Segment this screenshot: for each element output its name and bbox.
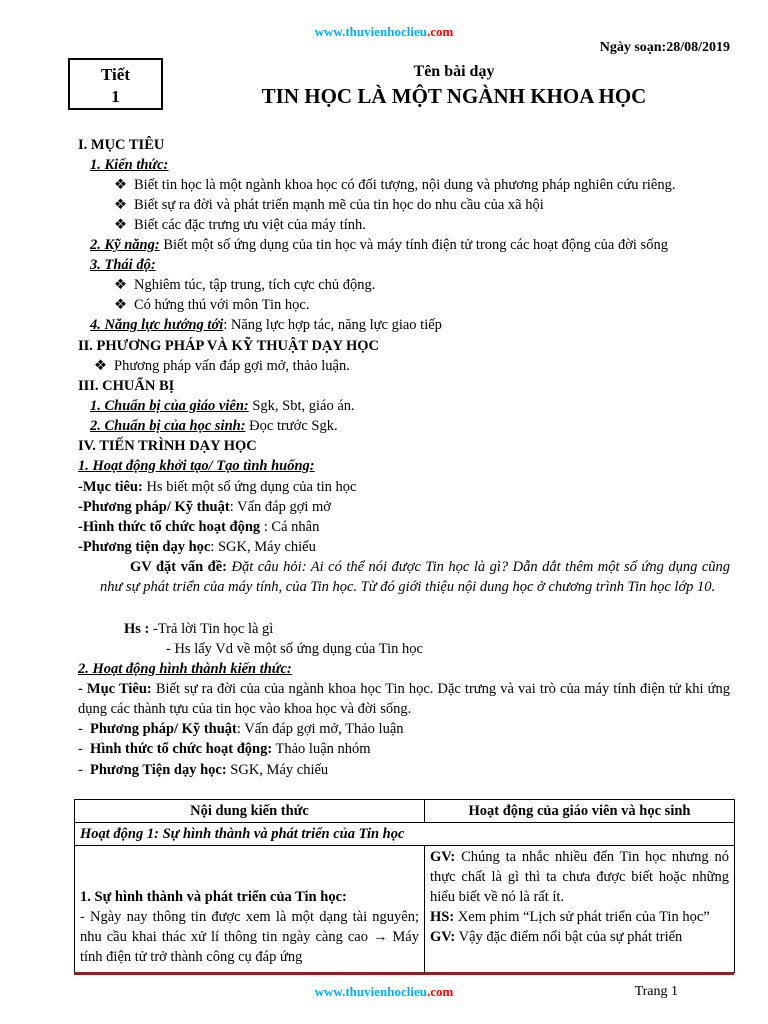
act1-form-line xyxy=(78,517,738,537)
attitude-item xyxy=(78,275,738,295)
footer-url-tld: .com xyxy=(426,984,454,999)
activity-role: GV: xyxy=(430,929,456,945)
knowledge-item-text: Biết sự ra đời và phát triển mạnh mẽ của tin học do nhu cầu của xã hội xyxy=(134,197,544,213)
lesson-period-box xyxy=(68,58,163,110)
hs-answer-line xyxy=(78,619,738,639)
footer-url-main: www.thuvienhoclieu xyxy=(314,984,427,999)
section-4-heading: IV. TIẾN TRÌNH DẠY HỌC xyxy=(78,438,257,454)
header-url-main: www.thuvienhoclieu xyxy=(314,24,427,39)
column-header-content: Nội dung kiến thức xyxy=(75,800,425,823)
skills-line xyxy=(78,235,738,255)
act2-form-line: - Hình thức tổ chức hoạt động: Thảo luận nhóm xyxy=(78,741,371,757)
act1-method-text: : Vấn đáp gợi mở xyxy=(229,499,331,515)
act1-goal-line xyxy=(78,477,738,497)
act2-means-label: Phương Tiện dạy học: xyxy=(90,762,227,778)
attitude-item-text: Có hứng thú với môn Tin học. xyxy=(134,297,310,313)
activity-entry xyxy=(430,927,729,947)
section-1-heading: I. MỤC TIÊU xyxy=(78,137,165,153)
act2-goal-paragraph xyxy=(78,679,730,719)
act1-means-line xyxy=(78,537,738,557)
section-2-heading: II. PHƯƠNG PHÁP VÀ KỸ THUẬT DẠY HỌC xyxy=(78,338,380,354)
content-title: 1. Sự hình thành và phát triển của Tin học: xyxy=(80,889,347,905)
knowledge-item xyxy=(78,215,738,235)
act1-method-line xyxy=(78,497,738,517)
content-text-1: - Ngày nay thông tin được xem là một dạng tài nguyên; nhu cầu khai thác xử lí thông tin ngày càng cao xyxy=(80,909,419,945)
diamond-bullet-icon: ❖ xyxy=(114,297,127,313)
act2-goal-label: - Mục Tiêu: xyxy=(78,681,152,697)
diamond-bullet-icon: ❖ xyxy=(114,177,127,193)
attitude-heading xyxy=(78,255,738,275)
act2-method-text: : Vấn đáp gợi mở, Thảo luận xyxy=(236,721,404,737)
lesson-label: Tên bài dạy xyxy=(413,63,495,80)
method-item xyxy=(78,356,738,376)
period-label: Tiết xyxy=(101,65,130,84)
arrow-right-icon: → xyxy=(372,929,388,945)
knowledge-item xyxy=(78,195,738,215)
act1-goal-label: -Mục tiêu: xyxy=(78,479,143,495)
column-header-activities: Hoạt động của giáo viên và học sinh xyxy=(425,800,735,823)
act2-means-text: SGK, Máy chiếu xyxy=(226,762,329,778)
gv-question-text: Đặt câu hỏi: Ai có thể nói được Tin học là gì? Dẫn dắt thêm một số ứng dụng cũng như sự phát triển của máy tính, của Tin học. Từ đó giới thiệu nội dung học ở chương trình Tin học lớp 10. xyxy=(100,559,731,595)
prep-date: Ngày soạn:28/08/2019 xyxy=(599,40,730,55)
lesson-table xyxy=(74,799,735,973)
header-url-tld: .com xyxy=(426,24,454,39)
diamond-bullet-icon: ❖ xyxy=(94,358,107,374)
teacher-prep-text: Sgk, Sbt, giáo án. xyxy=(248,398,355,414)
act1-method-label: -Phương pháp/ Kỹ thuật xyxy=(78,499,230,515)
act1-form-text: : Cá nhân xyxy=(260,519,320,535)
activity-cell-inner xyxy=(430,847,729,971)
activity-role: GV: xyxy=(430,849,456,865)
knowledge-item-text: Biết tin học là một ngành khoa học có đối tượng, nội dung và phương pháp nghiên cứu riêng. xyxy=(134,177,676,193)
act1-goal-text: Hs biết một số ứng dụng của tin học xyxy=(142,479,357,495)
period-number: 1 xyxy=(111,87,120,106)
table-subheader-row xyxy=(75,823,735,846)
act2-means-line: - Phương Tiện dạy học: SGK, Máy chiếu xyxy=(78,762,329,778)
hs-answer-1: -Trả lời Tin học là gì xyxy=(149,621,274,637)
student-prep-text: Đọc trước Sgk. xyxy=(245,418,338,434)
activity-2-heading: 2. Hoạt động hình thành kiến thức: xyxy=(78,661,292,677)
method-item-text: Phương pháp vấn đáp gợi mở, thảo luận. xyxy=(114,358,350,374)
activity-1-subheader: Hoạt động 1: Sự hình thành và phát triển của Tin học xyxy=(75,823,735,846)
act1-means-text: : SGK, Máy chiếu xyxy=(210,539,316,555)
teacher-prep-label: 1. Chuẩn bị của giáo viên: xyxy=(90,398,249,414)
skills-text: Biết một số ứng dụng của tin học và máy tính điện tử trong các hoạt động của đời sống xyxy=(159,237,668,253)
student-prep-line xyxy=(78,416,738,436)
gv-question-label: GV đặt vấn đề: xyxy=(130,559,228,575)
footer-divider xyxy=(74,972,734,975)
competence-line xyxy=(78,315,738,335)
hs-answer-line: - Hs lấy Vd về một số ứng dụng của Tin học xyxy=(166,641,423,657)
activity-text: Vậy đặc điểm nổi bật của sự phát triển xyxy=(455,929,683,945)
activity-entry xyxy=(430,907,729,927)
act2-method-label: Phương pháp/ Kỹ thuật xyxy=(90,721,237,737)
student-prep-label: 2. Chuẩn bị của học sinh: xyxy=(90,418,246,434)
attitude-label: 3. Thái độ: xyxy=(90,257,156,273)
knowledge-item-text: Biết các đặc trưng ưu việt của máy tính. xyxy=(134,217,366,233)
activity-1-heading: 1. Hoạt động khởi tạo/ Tạo tình huống: xyxy=(78,458,315,474)
activity-cell xyxy=(425,846,735,973)
hs-label: Hs : xyxy=(124,621,150,637)
content-text xyxy=(80,907,419,967)
act2-form-text: Thảo luận nhóm xyxy=(272,741,371,757)
act1-form-label: -Hình thức tổ chức hoạt động xyxy=(78,519,261,535)
section-3-heading: III. CHUẨN BỊ xyxy=(78,378,175,394)
activity-text: Xem phim “Lịch sử phát triển của Tin học” xyxy=(454,909,710,925)
knowledge-label: 1. Kiến thức: xyxy=(90,157,169,173)
activity-text: Chúng ta nhắc nhiều đến Tin học nhưng nó thực chất là gì thì ta chưa được biết hoặc những hiểu biết về nó là rất ít. xyxy=(430,849,729,905)
act1-means-label: -Phương tiện dạy học xyxy=(78,539,211,555)
competence-text: : Năng lực hợp tác, năng lực giao tiếp xyxy=(223,317,442,333)
table-row xyxy=(75,846,735,973)
attitude-item-text: Nghiêm túc, tập trung, tích cực chủ động. xyxy=(134,277,376,293)
competence-label: 4. Năng lực hướng tới xyxy=(90,317,224,333)
lesson-title: TIN HỌC LÀ MỘT NGÀNH KHOA HỌC xyxy=(261,84,647,108)
table-header-row xyxy=(75,800,735,823)
act2-goal-text: Biết sự ra đời của của ngành khoa học Tin học. Dặc trưng và vai trò của máy tính điện tử khi ứng dụng các thành tựu của tin học vào khoa học và đời sống. xyxy=(78,681,730,717)
teacher-prep-line xyxy=(78,396,738,416)
page-number: Trang 1 xyxy=(634,984,678,999)
act2-form-label: Hình thức tổ chức hoạt động: xyxy=(90,741,273,757)
content-cell-inner xyxy=(80,847,419,971)
knowledge-heading xyxy=(78,155,738,175)
attitude-item xyxy=(78,295,738,315)
content-cell xyxy=(75,846,425,973)
gv-question-paragraph xyxy=(100,557,730,597)
activity-entry xyxy=(430,847,729,907)
activity-role: HS: xyxy=(430,909,455,925)
diamond-bullet-icon: ❖ xyxy=(114,277,127,293)
skills-label: 2. Kỹ năng: xyxy=(90,237,160,253)
act2-method-line: - Phương pháp/ Kỹ thuật: Vấn đáp gợi mở, Thảo luận xyxy=(78,721,404,737)
diamond-bullet-icon: ❖ xyxy=(114,217,127,233)
content-text-2: Máy tính điện tử trở thành công cụ đáp ứng xyxy=(80,929,419,965)
knowledge-item xyxy=(78,175,738,195)
diamond-bullet-icon: ❖ xyxy=(114,197,127,213)
